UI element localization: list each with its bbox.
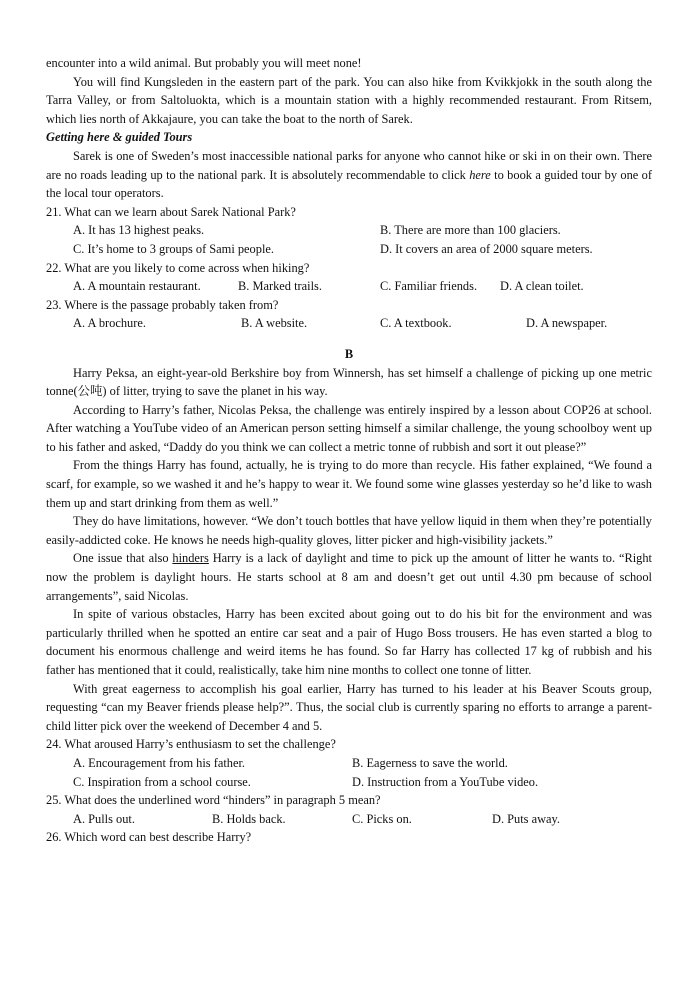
question-24-option-a[interactable]: A. Encouragement from his father. [73, 755, 246, 770]
question-25-option-d[interactable]: D. Puts away. [492, 811, 561, 826]
question-25-stem: 25. What does the underlined word “hinders” in paragraph 5 mean? [46, 793, 381, 808]
paragraph-text: One issue that also [73, 551, 173, 566]
question-22-option-a[interactable]: A. A mountain restaurant. [73, 279, 201, 294]
passage-b-paragraph-5 [46, 549, 652, 605]
passage-a-paragraph-3 [46, 147, 652, 203]
question-21-option-b[interactable]: B. There are more than 100 glaciers. [380, 223, 561, 238]
question-21-options-row-1 [46, 221, 652, 240]
section-b-label: B [344, 346, 354, 361]
question-21-option-a[interactable]: A. It has 13 highest peaks. [73, 223, 205, 238]
question-21-option-c[interactable]: C. It’s home to 3 groups of Sami people. [73, 241, 274, 256]
paragraph-text: to book a guided tour by one of the local tour operators. [46, 167, 652, 201]
question-22-option-d[interactable]: D. A clean toilet. [500, 279, 584, 294]
question-23-option-c[interactable]: C. A textbook. [380, 316, 452, 331]
question-21-stem: 21. What can we learn about Sarek National Park? [46, 204, 296, 219]
passage-b-paragraph-1: Harry Peksa, an eight-year-old Berkshire boy from Winnersh, has set himself a challenge of picking up one metric tonne(公吨) of litter, trying to save the planet in his way. [46, 365, 652, 399]
question-23-stem: 23. Where is the passage probably taken from? [46, 297, 279, 312]
question-22-options [46, 277, 652, 296]
paragraph-text: Sarek is one of Sweden’s most inaccessible national parks for anyone who cannot hike or ski in on their own. There are no roads leading up to the national park. It is absolutely recommendable to click [46, 148, 652, 182]
passage-b-paragraph-4: They do have limitations, however. “We don’t touch bottles that have yellow liquid in them when they’re potentially easily-addicted coke. He knows he needs high-quality gloves, litter picker and high-visibility jackets.” [46, 514, 652, 547]
section-spacer [46, 333, 652, 345]
question-25-options [46, 810, 652, 829]
question-24-options-row-2 [46, 773, 652, 792]
passage-a-paragraph-2: You will find Kungsleden in the eastern part of the park. You can also hike from Kvikkjokk in the south along the Tarra Valley, or from Saltoluokta, which is a mountain station with a highly recommended restaurant. From Ritsem, which lies north of Akkajaure, you can take the boat to the north of Sarek. [46, 74, 652, 126]
question-22-option-b[interactable]: B. Marked trails. [238, 279, 322, 294]
question-25-option-a[interactable]: A. Pulls out. [73, 811, 135, 826]
question-24-stem: 24. What aroused Harry’s enthusiasm to set the challenge? [46, 737, 336, 752]
underlined-word: hinders [172, 551, 209, 566]
section-heading: Getting here & guided Tours [46, 130, 193, 145]
question-23-option-d[interactable]: D. A newspaper. [526, 316, 608, 331]
question-25-option-c[interactable]: C. Picks on. [352, 811, 412, 826]
passage-a-paragraph-1: encounter into a wild animal. But probably you will meet none! [46, 56, 362, 70]
question-26-stem: 26. Which word can best describe Harry? [46, 830, 252, 845]
question-25-option-b[interactable]: B. Holds back. [212, 811, 286, 826]
question-24-options-row-1 [46, 754, 652, 773]
question-23-option-b[interactable]: B. A website. [241, 316, 308, 331]
passage-b-paragraph-7: With great eagerness to accomplish his goal earlier, Harry has turned to his leader at his Beaver Scouts group, requesting “can my Beaver friends please help?”. Thus, the social club is currently sparing no efforts to arrange a parent-child litter pick over the weekend of December 4 and 5. [46, 681, 652, 733]
question-21-options-row-2 [46, 240, 652, 259]
question-22-stem: 22. What are you likely to come across when hiking? [46, 260, 310, 275]
passage-b-paragraph-3: From the things Harry has found, actually, he is trying to do more than recycle. His father explained, “We found a scarf, for example, so we washed it and he’s happy to wear it. We found some wine glasses yesterday so he’d like to wash them up and start drinking from them as well.” [46, 458, 652, 510]
question-24-option-c[interactable]: C. Inspiration from a school course. [73, 774, 251, 789]
paragraph-text: Harry is a lack of daylight and time to pick up the amount of litter he wants to. “Right now the problem is daylight hours. He starts school at 8 am and doesn’t get out until 4.30 pm because of school arrangements”, said Nicolas. [46, 551, 652, 603]
passage-b-paragraph-2: According to Harry’s father, Nicolas Peksa, the challenge was entirely inspired by a lesson about COP26 at school. After watching a YouTube video of an American person setting himself a similar challenge, the young schoolboy went up to his father and asked, “Daddy do you think we can collect a metric tonne of rubbish and sort it out please?” [46, 402, 652, 454]
question-21-option-d[interactable]: D. It covers an area of 2000 square meters. [380, 241, 593, 256]
question-23-options [46, 314, 652, 333]
question-24-option-d[interactable]: D. Instruction from a YouTube video. [352, 774, 539, 789]
question-22-option-c[interactable]: C. Familiar friends. [380, 279, 478, 294]
exam-page [46, 54, 652, 847]
question-23-option-a[interactable]: A. A brochure. [73, 316, 146, 331]
question-24-option-b[interactable]: B. Eagerness to save the world. [352, 755, 508, 770]
here-link[interactable]: here [469, 167, 491, 182]
passage-b-paragraph-6: In spite of various obstacles, Harry has been excited about going out to do his bit for the environment and was particularly thrilled when he spotted an entire car seat and a pair of Hugo Boss trousers. He has even started a blog to document his enormous challenge and weird items he has found. So far Harry has collected 17 kg of rubbish and his father has mentioned that it could, realistically, take him nine months to collect one tonne of litter. [46, 607, 652, 677]
